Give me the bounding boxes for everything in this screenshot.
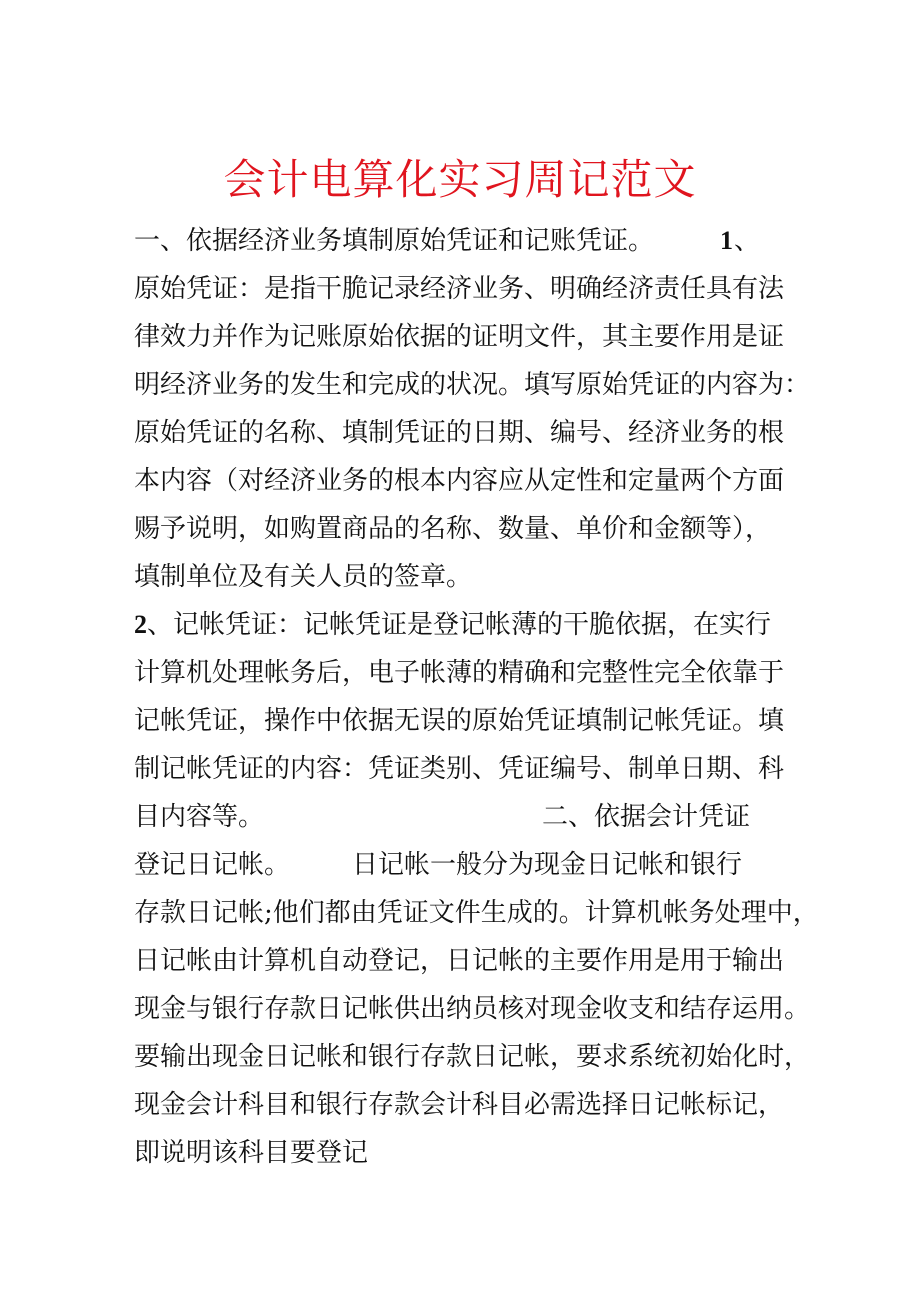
text-line-4: 明经济业务的发生和完成的状况。填写原始凭证的内容为： <box>134 370 811 400</box>
text-line-14 <box>134 848 743 882</box>
text-line-16: 日记帐由计算机自动登记，日记帐的主要作用是用于输出 <box>134 946 785 976</box>
text-segment: 一、依据经济业务填制原始凭证和记账凭证。 <box>134 226 655 256</box>
text-line-18: 要输出现金日记帐和银行存款日记帐，要求系统初始化时， <box>134 1042 811 1072</box>
text-line-3: 律效力并作为记账原始依据的证明文件，其主要作用是证 <box>134 322 785 352</box>
text-segment: 、 <box>734 226 761 256</box>
document-title: 会计电算化实习周记范文 <box>223 155 697 204</box>
text-line-19: 现金会计科目和银行存款会计科目必需选择日记帐标记， <box>134 1090 785 1120</box>
text-line-7: 赐予说明，如购置商品的名称、数量、单价和金额等）， <box>134 514 772 544</box>
text-segment: 日记帐一般分为现金日记帐和银行 <box>352 850 743 880</box>
text-line-9 <box>134 608 771 642</box>
text-segment: 登记日记帐。 <box>134 850 291 880</box>
text-line-5: 原始凭证的名称、填制凭证的日期、编号、经济业务的根 <box>134 418 785 448</box>
text-line-13 <box>134 800 751 834</box>
text-line-2: 原始凭证：是指干脆记录经济业务、明确经济责任具有法 <box>134 274 785 304</box>
text-line-12: 制记帐凭证的内容：凭证类别、凭证编号、制单日期、科 <box>134 754 785 784</box>
text-segment: 目内容等。 <box>134 802 265 832</box>
text-line-17: 现金与银行存款日记帐供出纳员核对现金收支和结存运用。 <box>134 994 811 1024</box>
text-line-15: 存款日记帐;他们都由凭证文件生成的。计算机帐务处理中， <box>134 898 819 928</box>
text-line-20: 即说明该科目要登记 <box>134 1138 369 1168</box>
text-line-10: 计算机处理帐务后，电子帐薄的精确和完整性完全依靠于 <box>134 658 785 688</box>
list-number: 2 <box>134 610 147 639</box>
text-line-8: 填制单位及有关人员的签章。 <box>134 562 473 592</box>
text-line-11: 记帐凭证，操作中依据无误的原始凭证填制记帐凭证。填 <box>134 706 785 736</box>
text-line-1 <box>134 224 761 258</box>
text-line-6: 本内容（对经济业务的根本内容应从定性和定量两个方面 <box>134 466 785 496</box>
list-number: 1 <box>720 226 733 255</box>
text-segment: 、记帐凭证：记帐凭证是登记帐薄的干脆依据，在实行 <box>147 610 772 640</box>
section-heading: 二、依据会计凭证 <box>542 802 751 832</box>
